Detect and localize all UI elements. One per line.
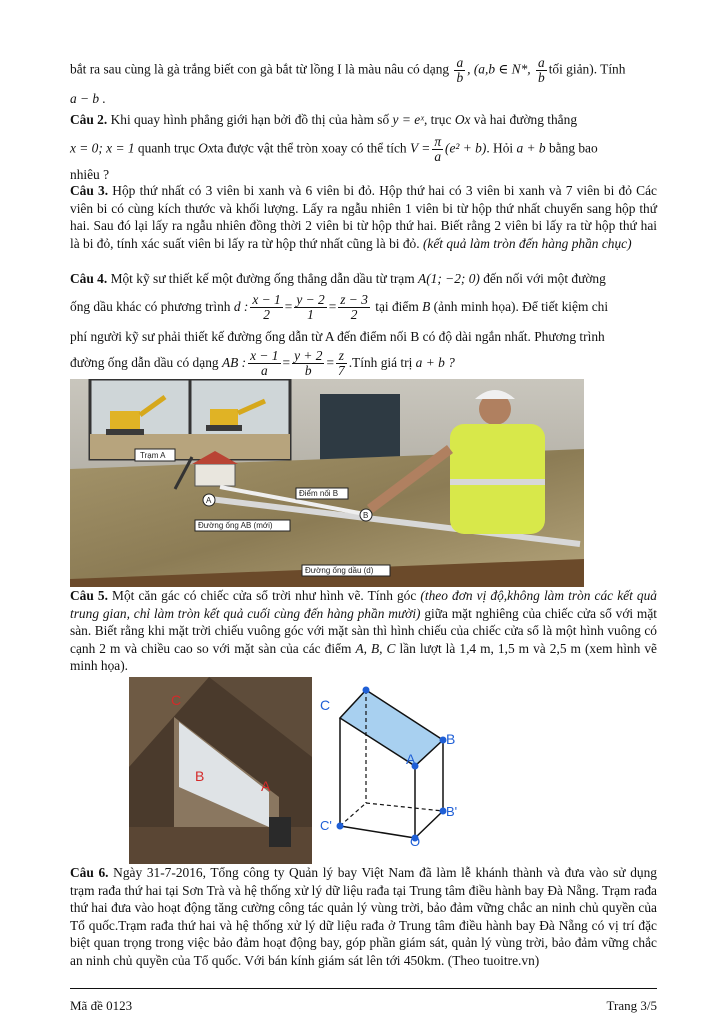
photo-label-b: B [195,768,205,784]
diagram-label-b-prime: B' [446,804,458,819]
diagram-label-o: O [410,834,421,846]
label-tram-a: Trạm A [140,451,166,460]
diagram-label-b: B [446,731,456,747]
question-label: Câu 4. [70,271,108,286]
pipeline-scene [70,379,584,587]
diagram-label-a: A [406,751,416,767]
diagram-label-c-prime: C' [320,818,332,833]
label-ong-dau: Đường ống dầu (d) [305,566,374,575]
attic-scene [129,677,312,864]
question-2: Câu 2. Khi quay hình phẳng giới hạn bởi đồ thị của hàm số y = eˣ, trục Ox và hai đường thẳng x = 0; x = 1 quanh trục Oxta được vật thể tròn xoay có thể tích V = $\frac{\pi}{a}$ (e² + b). Hỏi a + b bằng bao nhiêu ? [70,112,598,182]
pipeline-illustration [70,379,584,587]
fraction-a-b-2: $\frac{a}{b}$ [538,55,545,85]
question-4: Câu 4. Một kỹ sư thiết kế một đường ống thẳng dẫn dầu từ trạm A(1; −2; 0) đến nối với một đường ống dầu khác có phương trình d : $\frac{x - 1}{2}$ = $\frac{y - 2}{1}$ = $\frac{z - 3}{2}$ tại điểm B (ảnh minh họa). Để tiết kiệm chi phí người kỹ sư phải thiết kế đường ống dẫn từ A đến điểm nối B có độ dài ngắn nhất. Phương trình đường ống dẫn dầu có dạng AB : $\frac{x - 1}{a}$ = $\frac{y + 2}{b}$ = $\frac{z}{7}$ .Tính giá trị a + b ? [70,271,609,379]
prism-svg [318,678,468,846]
label-ong-ab: Đường ống AB (mới) [198,521,273,530]
page-number: Trang 3/5 [606,998,657,1013]
point-b-label: B [363,511,369,520]
q1-tail: bắt ra sau cùng là gà trắng biết con gà bắt từ lồng I là màu nâu có dạng $\frac{a}{b}$ , (a,b ∈ N*, $\frac{a}{b}$ tối giản). Tính [70,55,626,85]
diagram-label-c: C [320,697,331,713]
question-label: Câu 3. [70,183,109,198]
exam-code: Mã đề 0123 [70,998,133,1013]
question-label: Câu 6. [70,865,109,880]
photo-label-a: A [261,778,271,794]
question-label: Câu 2. [70,112,108,127]
page-footer [70,988,657,1013]
photo-label-c: C [171,692,182,708]
question-6: Câu 6. Ngày 31-7-2016, Tổng công ty Quản lý bay Việt Nam đã làm lễ khánh thành và đưa vào sử dụng trạm rađa thứ hai tại Sơn Trà và hệ thống xử lý dữ liệu rađa tại Trung tâm điều hành bay Đà Nẵng. Trạm rađa thứ hai đưa vào hoạt động tăng cường công tác quản lý vùng trời, bảo đảm vững chắc an ninh chủ quyền của Tổ quốc.Trạm rađa thứ hai và hệ thống xử lý dữ liệu rađa ở Trung tâm điều hành bay Đà Nẵng có vị trí đặc biệt quan trọng trong việc bảo đảm hoạt động bay, góp phần giám sát, quản lý vùng trời, bảo đảm vững chắc an ninh chủ quyền của Tổ quốc. Với bán kính giám sát lên tới 450km. (Theo tuoitre.vn) [70,865,657,968]
prism-diagram [318,678,468,846]
question-5: Câu 5. Một căn gác có chiếc cửa sổ trời như hình vẽ. Tính góc (theo đơn vị độ,không làm tròn các kết quả trung gian, chỉ làm tròn kết quả cuối cùng đến hàng phần mười) giữa mặt nghiêng của chiếc cửa sổ với mặt sàn. Biết rằng khi mặt trời chiếu vuông góc với mặt sàn thì hình chiếu của chiếc cửa sổ là một hình vuông có cạnh 2 m và chiều cao so với mặt sàn của các điểm A, B, C lần lượt là 1,4 m, 1,5 m và 2,5 m (xem hình vẽ minh họa). [70,588,657,673]
question-label: Câu 5. [70,588,108,603]
window-plane [340,690,443,766]
point-a-label: A [206,496,212,505]
label-diem-noi-b: Điểm nối B [299,489,339,498]
fraction-a-b: $\frac{a}{b}$ [456,55,464,85]
question-3: Câu 3. Hộp thứ nhất có 3 viên bi xanh và 6 viên bi đỏ. Hộp thứ hai có 3 viên bi xanh và 7 viên bi đỏ Các viên bi có cùng kích thước và khối lượng. Lấy ra ngẫu nhiên 1 viên bi từ hộp thứ nhất chuyển sang hộp thứ hai. Sau đó lại lấy ra ngẫu nhiên đồng thời 2 viên bi từ hộp thứ hai. Biết rằng 2 viên bi lấy ra từ hộp thứ hai là bi đỏ, tính xác suất viên bi lấy ra từ hộp thứ nhất cũng là bi đỏ. (kết quả làm tròn đến hàng phần chục) [70,183,657,251]
attic-photo [129,677,312,864]
q1-ask: a − b . [70,91,106,106]
